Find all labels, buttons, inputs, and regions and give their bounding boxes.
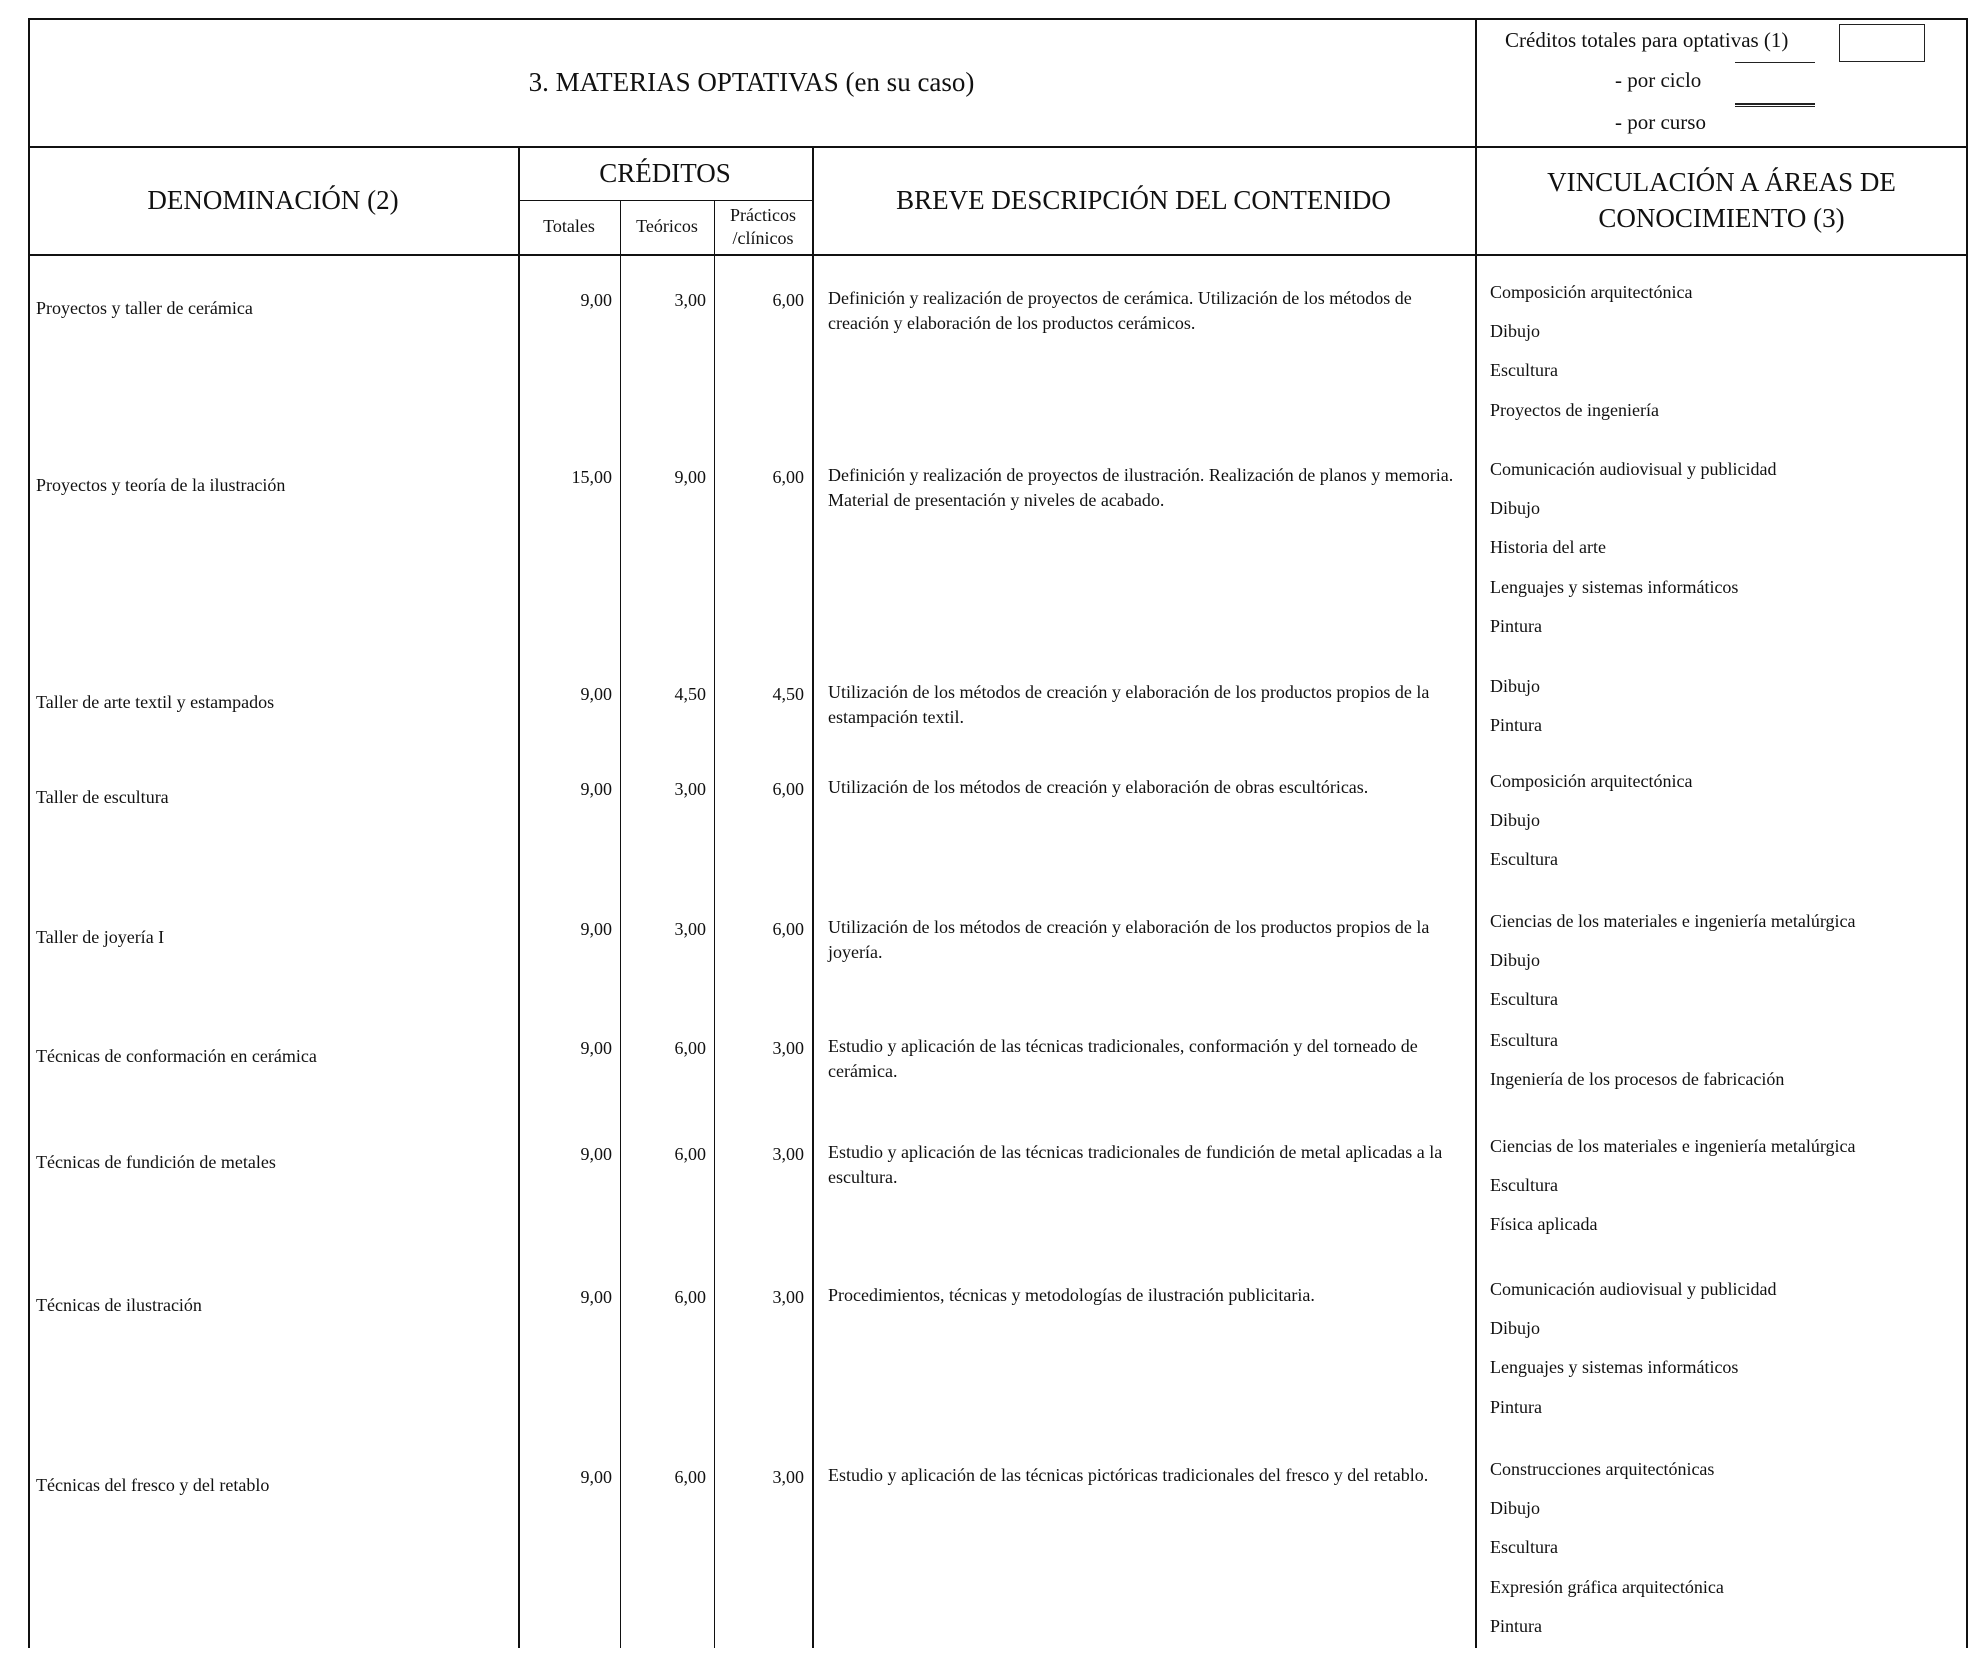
area-item: Dibujo <box>1490 321 1541 342</box>
row-areas <box>1490 280 1958 437</box>
area-item: Expresión gráfica arquitectónica <box>1490 1576 1724 1597</box>
area-item: Ingeniería de los procesos de fabricación <box>1490 1069 1785 1090</box>
row-description: Procedimientos, técnicas y metodologías de ilustración publicitaria. <box>828 1285 1315 1305</box>
row-teoricos: 3,00 <box>674 919 706 939</box>
area-item: Lenguajes y sistemas informáticos <box>1490 576 1739 597</box>
area-item: Escultura <box>1490 1537 1558 1558</box>
row-practicos: 6,00 <box>772 779 804 799</box>
row-name: Taller de joyería I <box>36 927 165 947</box>
header-practicos <box>714 200 812 254</box>
right-border <box>1966 18 1968 1648</box>
left-border <box>28 18 30 1648</box>
row-practicos: 3,00 <box>772 1287 804 1307</box>
row-practicos: 6,00 <box>772 919 804 939</box>
area-item: Historia del arte <box>1490 537 1606 558</box>
row-areas <box>1490 457 1958 653</box>
area-item: Dibujo <box>1490 498 1541 519</box>
area-item: Dibujo <box>1490 950 1541 971</box>
area-item: Dibujo <box>1490 676 1541 696</box>
document-page <box>28 18 1968 1648</box>
area-item: Dibujo <box>1490 810 1541 831</box>
name-column-border <box>518 146 520 1648</box>
area-item: Proyectos de ingeniería <box>1490 399 1659 420</box>
area-item: Escultura <box>1490 989 1558 1010</box>
row-totales: 9,00 <box>580 1038 612 1058</box>
header-practicos-line1: Prácticos <box>730 204 796 225</box>
header-practicos-line2: /clínicos <box>732 228 794 248</box>
row-teoricos: 6,00 <box>674 1144 706 1164</box>
area-item: Física aplicada <box>1490 1214 1598 1235</box>
row-description: Estudio y aplicación de las técnicas pictóricas tradicionales del fresco y del retablo. <box>828 1465 1429 1485</box>
credits-per-course-field[interactable] <box>1735 106 1815 143</box>
header-teoricos: Teóricos <box>636 216 698 237</box>
row-totales: 9,00 <box>580 779 612 799</box>
row-areas <box>1490 1277 1958 1434</box>
row-areas <box>1490 1134 1958 1252</box>
header-vinculacion-line1: VINCULACIÓN A ÁREAS DE <box>1547 166 1896 197</box>
row-areas <box>1490 1457 1958 1653</box>
area-item: Dibujo <box>1490 1498 1541 1519</box>
row-description: Utilización de los métodos de creación y elaboración de los productos propios de la estampación textil. <box>828 682 1430 728</box>
row-totales: 9,00 <box>580 1144 612 1164</box>
area-item: Ciencias de los materiales e ingeniería metalúrgica <box>1490 911 1856 931</box>
row-practicos: 4,50 <box>772 684 804 704</box>
row-areas <box>1490 674 1958 752</box>
row-name: Técnicas del fresco y del retablo <box>36 1475 270 1495</box>
header-denominacion: DENOMINACIÓN (2) <box>147 184 399 215</box>
creditos-column-border <box>812 146 814 1648</box>
row-description: Definición y realización de proyectos de ilustración. Realización de planos y memoria. Material de presentación y niveles de acabado. <box>828 465 1454 511</box>
areas-column-border <box>1475 18 1477 1648</box>
row-name: Taller de arte textil y estampados <box>36 692 275 712</box>
area-item: Pintura <box>1490 1615 1542 1636</box>
row-description: Definición y realización de proyectos de cerámica. Utilización de los métodos de creación y elaboración de los productos cerámicos. <box>828 288 1412 334</box>
area-item: Escultura <box>1490 1175 1558 1196</box>
row-name: Técnicas de ilustración <box>36 1295 202 1315</box>
area-item: Lenguajes y sistemas informáticos <box>1490 1357 1739 1378</box>
row-name: Proyectos y taller de cerámica <box>36 298 253 318</box>
credits-total-field[interactable] <box>1839 24 1925 62</box>
row-description: Utilización de los métodos de creación y elaboración de obras escultóricas. <box>828 777 1369 797</box>
area-item: Composición arquitectónica <box>1490 771 1693 791</box>
row-teoricos: 3,00 <box>674 290 706 310</box>
row-name: Proyectos y teoría de la ilustración <box>36 475 286 495</box>
credits-per-course-label: - por curso <box>1615 110 1706 134</box>
header-totales: Totales <box>543 216 595 237</box>
row-name: Técnicas de fundición de metales <box>36 1152 276 1172</box>
row-areas <box>1490 909 1958 1027</box>
area-item: Pintura <box>1490 715 1542 736</box>
area-item: Dibujo <box>1490 1318 1541 1339</box>
area-item: Composición arquitectónica <box>1490 282 1693 302</box>
area-item: Pintura <box>1490 1396 1542 1417</box>
credits-per-cycle-field[interactable] <box>1735 62 1815 105</box>
area-item: Escultura <box>1490 1030 1558 1050</box>
row-totales: 9,00 <box>580 1467 612 1487</box>
row-teoricos: 6,00 <box>674 1467 706 1487</box>
row-teoricos: 9,00 <box>674 467 706 487</box>
header-creditos: CRÉDITOS <box>599 157 731 188</box>
header-bottom-border <box>28 254 1968 256</box>
row-teoricos: 4,50 <box>674 684 706 704</box>
row-totales: 9,00 <box>580 919 612 939</box>
row-totales: 9,00 <box>580 684 612 704</box>
row-areas <box>1490 769 1958 887</box>
area-item: Comunicación audiovisual y publicidad <box>1490 459 1777 479</box>
credits-per-cycle-label: - por ciclo <box>1615 68 1702 92</box>
row-practicos: 3,00 <box>772 1038 804 1058</box>
row-practicos: 6,00 <box>772 467 804 487</box>
area-item: Escultura <box>1490 849 1558 870</box>
row-teoricos: 6,00 <box>674 1038 706 1058</box>
row-totales: 15,00 <box>571 467 612 487</box>
header-descripcion: BREVE DESCRIPCIÓN DEL CONTENIDO <box>896 184 1391 215</box>
area-item: Pintura <box>1490 615 1542 636</box>
credits-total-label: Créditos totales para optativas (1) <box>1505 28 1789 52</box>
row-description: Utilización de los métodos de creación y elaboración de los productos propios de la joyería. <box>828 917 1430 963</box>
row-description: Estudio y aplicación de las técnicas tradicionales, conformación y del torneado de cerámica. <box>828 1036 1418 1082</box>
credits-summary-box <box>1475 18 1968 146</box>
row-teoricos: 3,00 <box>674 779 706 799</box>
row-practicos: 6,00 <box>772 290 804 310</box>
row-name: Taller de escultura <box>36 787 169 807</box>
area-item: Escultura <box>1490 360 1558 381</box>
row-name: Técnicas de conformación en cerámica <box>36 1046 317 1066</box>
row-teoricos: 6,00 <box>674 1287 706 1307</box>
row-totales: 9,00 <box>580 290 612 310</box>
header-vinculacion <box>1475 146 1968 254</box>
row-totales: 9,00 <box>580 1287 612 1307</box>
row-description: Estudio y aplicación de las técnicas tradicionales de fundición de metal aplicadas a la escultura. <box>828 1142 1443 1188</box>
row-practicos: 3,00 <box>772 1467 804 1487</box>
area-item: Construcciones arquitectónicas <box>1490 1459 1715 1479</box>
area-item: Ciencias de los materiales e ingeniería metalúrgica <box>1490 1136 1856 1156</box>
header-vinculacion-line2: CONOCIMIENTO (3) <box>1598 203 1845 233</box>
row-practicos: 3,00 <box>772 1144 804 1164</box>
area-item: Comunicación audiovisual y publicidad <box>1490 1279 1777 1299</box>
row-areas <box>1490 1028 1958 1106</box>
section-title: 3. MATERIAS OPTATIVAS (en su caso) <box>528 66 975 97</box>
